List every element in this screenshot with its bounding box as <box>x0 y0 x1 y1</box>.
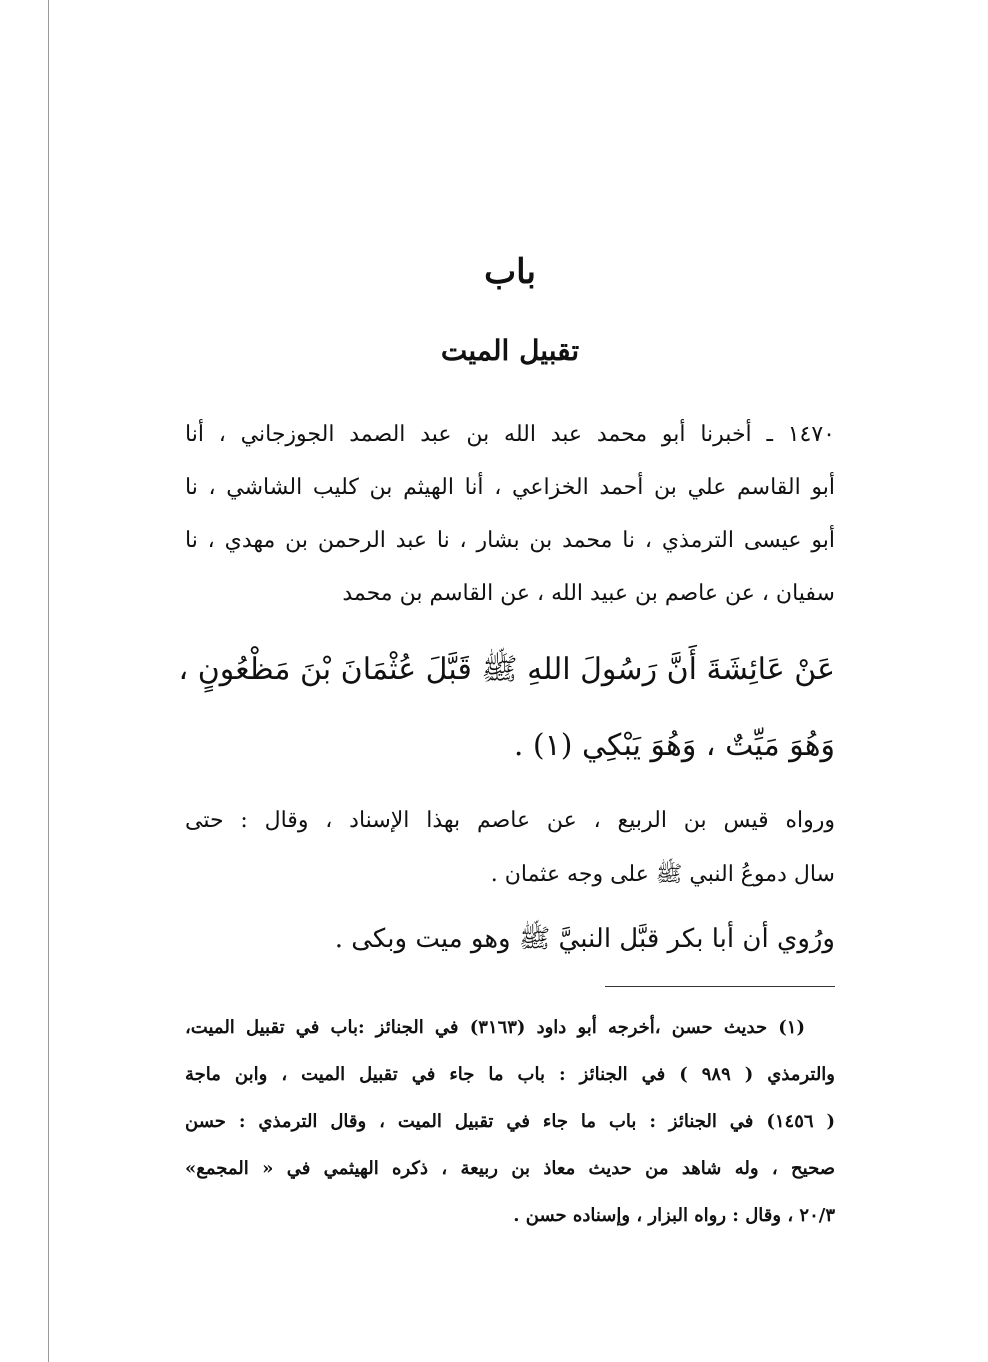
footnote-line: ( ١٤٥٦) في الجنائز : باب ما جاء في تقبيل الميت ، وقال الترمذي : حسن <box>185 1111 835 1132</box>
footnotes <box>185 1004 835 1239</box>
rowi-line: ورُوي أن أبا بكر قبَّل النبيَّ ﷺ وهو ميت وبكى . <box>334 924 835 954</box>
footnote-separator <box>605 986 835 987</box>
chapter-subtitle: تقبيل الميت <box>440 334 580 367</box>
footnote-line: والترمذي ( ٩٨٩ ) في الجنائز : باب ما جاء في تقبيل الميت ، وابن ماجة <box>185 1064 835 1085</box>
page-edge-line <box>48 0 49 1362</box>
isnad-line: سفيان ، عن عاصم بن عبيد الله ، عن القاسم بن محمد <box>342 581 835 606</box>
hadith-line: وَهُوَ مَيِّتٌ ، وَهُوَ يَبْكِي (١) . <box>513 728 835 763</box>
narration-paragraph <box>185 794 835 902</box>
book-page <box>178 0 835 1362</box>
narration-line: ورواه قيس بن الربيع ، عن عاصم بهذا الإسناد ، وقال : حتى <box>185 808 835 833</box>
footnote-line: (١) حديث حسن ،أخرجه أبو داود (٣١٦٣) في الجنائز :باب في تقبيل الميت، <box>185 1017 805 1038</box>
footnote-line: ٢٠/٣ ، وقال : رواه البزار ، وإسناده حسن . <box>513 1205 835 1226</box>
chapter-title: باب <box>484 252 536 292</box>
hadith-text <box>178 632 835 784</box>
isnad-line: أبو القاسم علي بن أحمد الخزاعي ، أنا الهيثم بن كليب الشاشي ، نا <box>185 475 835 500</box>
isnad-line: أبو عيسى الترمذي ، نا محمد بن بشار ، نا عبد الرحمن بن مهدي ، نا <box>185 528 835 553</box>
hadith-line: عَنْ عَائِشَةَ أَنَّ رَسُولَ اللهِ ﷺ قَبَّلَ عُثْمَانَ بْنَ مَظْعُونٍ ، <box>178 652 835 687</box>
isnad-line: ١٤٧٠ ـ أخبرنا أبو محمد عبد الله بن عبد الصمد الجوزجاني ، أنا <box>185 422 835 447</box>
isnad-paragraph <box>185 408 835 620</box>
narration-line: سال دموعُ النبي ﷺ على وجه عثمان . <box>490 862 835 887</box>
footnote-line: صحيح ، وله شاهد من حديث معاذ بن ربيعة ، ذكره الهيثمي في « المجمع» <box>185 1158 835 1179</box>
